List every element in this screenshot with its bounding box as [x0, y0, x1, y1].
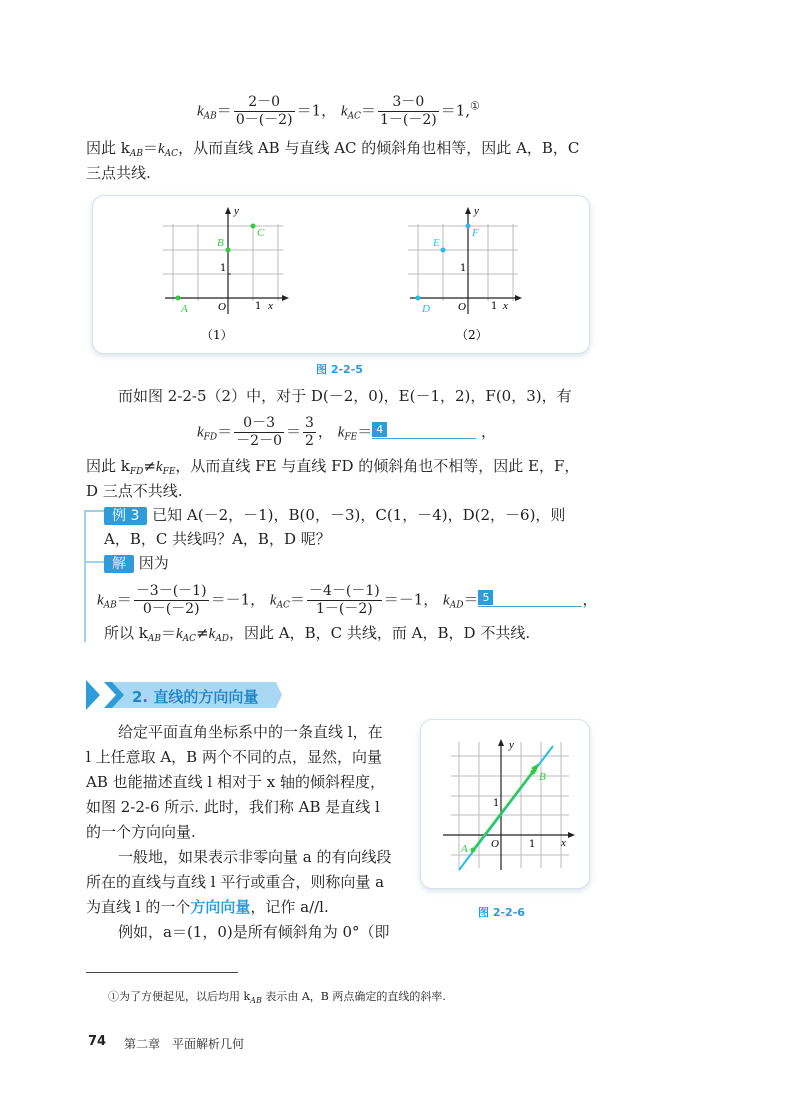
tick-label-x: 1: [529, 839, 536, 850]
section-title: 2. 直线的方向向量: [132, 688, 259, 706]
point-C-label: C: [257, 227, 265, 239]
paragraph-line: 例如，a＝(1，0)是所有倾斜角为 0°（即: [118, 923, 390, 941]
graph-1: [163, 205, 289, 342]
point-B: [531, 770, 536, 775]
point-D-label: D: [422, 303, 430, 315]
figure-caption: 图 2-2-5: [316, 363, 363, 376]
axis-x-label: x: [561, 837, 566, 849]
point-D: [416, 296, 421, 301]
figure-2-2-6-graph: [421, 720, 589, 888]
paragraph-line: 而如图 2-2-5（2）中，对于 D(－2，0)，E(－1，2)，F(0，3)，有: [118, 387, 572, 405]
page-number: 74: [88, 1034, 107, 1049]
tick-label: 1: [255, 301, 262, 312]
paragraph-line: l 上任意取 A，B 两个不同的点，显然，向量: [86, 748, 382, 766]
origin-label: O: [458, 301, 466, 313]
tick-label: 1: [491, 301, 498, 312]
paragraph-line: 给定平面直角坐标系中的一条直线 l，在: [118, 723, 383, 741]
paragraph-line: D 三点不共线.: [86, 482, 183, 500]
formula-kab-kac-kad: $k_{AB}=$ $\frac{-3-(-1)}{0-(-2)}$ ＝－1， $k_{AC}=$ $\frac{-4-(-1)}{1-(-2)}$ ＝－1， $k_{AD}=$ 5 ，: [97, 583, 598, 617]
tick-label: 1: [220, 263, 227, 274]
paragraph-line: 的一个方向向量.: [86, 823, 196, 841]
point-A: [471, 848, 476, 853]
paragraph-line: 三点共线.: [86, 164, 151, 182]
answer-blank-5[interactable]: 5: [478, 590, 582, 607]
conclusion-line: 所以 $k_{AB}=k_{AC}\ne k_{AD}$，因此 A，B，C 共线，而 A，B，D 不共线.: [104, 624, 531, 644]
origin-label: O: [491, 838, 499, 850]
answer-blank-4[interactable]: 4: [372, 422, 476, 439]
point-E-label: E: [433, 237, 440, 249]
example-3-line: A，B，C 共线吗？A，B，D 呢？: [104, 530, 331, 548]
point-B: [226, 248, 231, 253]
point-A-label: A: [181, 303, 188, 315]
paragraph-line: 一般地，如果表示非零向量 a 的有向线段: [118, 848, 392, 866]
tick-label-y: 1: [493, 798, 500, 809]
subfig-label-2: （2）: [456, 328, 488, 342]
example-rule-tick: [84, 561, 104, 563]
example-3-line: 例 3 已知 A(－2，－1)，B(0，－3)，C(1，－4)，D(2，－6)，则: [104, 504, 565, 526]
paragraph-line: 所在的直线与直线 l 平行或重合，则称向量 a: [86, 873, 385, 891]
point-B-label: B: [539, 771, 546, 783]
point-B-label: B: [217, 237, 224, 249]
example-rule: [84, 510, 86, 642]
paragraph-line: 如图 2-2-6 所示. 此时，我们称 AB 是直线 l: [86, 798, 380, 816]
vector-AB: [473, 766, 537, 850]
axis-y-label: y: [234, 205, 239, 217]
point-E: [441, 248, 446, 253]
point-A: [176, 296, 181, 301]
subfig-label-1: （1）: [201, 328, 233, 342]
section-header: [86, 680, 282, 710]
figure-2-2-5: [92, 195, 590, 354]
formula-kfd-kfe: $k_{FD}=$ $\frac{0-3}{-2-0}$ ＝ $\frac{3}{2}$ ， $k_{FE}=$ 4 ，: [197, 415, 496, 449]
origin-label: O: [218, 301, 226, 313]
point-C: [251, 224, 256, 229]
chapter-title: 第二章 平面解析几何: [124, 1037, 245, 1051]
term-direction-vector: 方向向量: [190, 898, 251, 916]
axis-y-label: y: [509, 739, 514, 751]
paragraph-line: 因此 $k_{FD}\ne k_{FE}$，从而直线 FE 与直线 FD 的倾斜角也不相等，因此 E，F，: [86, 457, 580, 477]
solution-line: 解 因为: [104, 552, 169, 574]
axis-x-label: x: [268, 300, 273, 312]
point-A-label: A: [461, 843, 468, 855]
tick-label: 1: [460, 263, 467, 274]
figure-2-2-5-graphs: [93, 196, 589, 353]
solution-tag: 解: [104, 555, 134, 573]
point-F-label: F: [472, 227, 479, 239]
paragraph-line: AB 也能描述直线 l 相对于 x 轴的倾斜程度，: [86, 773, 385, 791]
figure-2-2-6: [420, 719, 590, 889]
footnote-rule: [86, 972, 238, 973]
axis-y-label: y: [474, 205, 479, 217]
formula-kab-kac: $k_{AB}=$ $\frac{2-0}{0-(-2)}$ ＝1， $k_{AC}=$ $\frac{3-0}{1-(-2)}$ ＝1,①: [197, 94, 480, 128]
paragraph-line: 为直线 l 的一个方向向量，记作 a//l.: [86, 898, 329, 916]
paragraph-line: 因此 $k_{AB}=k_{AC}$，从而直线 AB 与直线 AC 的倾斜角也相等，因此 A，B，C: [86, 139, 580, 159]
graph-2: [408, 205, 522, 342]
example-rule-tick: [84, 510, 104, 512]
example-tag: 例 3: [104, 507, 147, 525]
point-F: [466, 224, 471, 229]
footnote: ①为了方便起见，以后均用 $k_{AB}$ 表示由 A，B 两点确定的直线的斜率.: [108, 990, 446, 1005]
axis-x-label: x: [503, 300, 508, 312]
figure-caption: 图 2-2-6: [478, 906, 525, 919]
